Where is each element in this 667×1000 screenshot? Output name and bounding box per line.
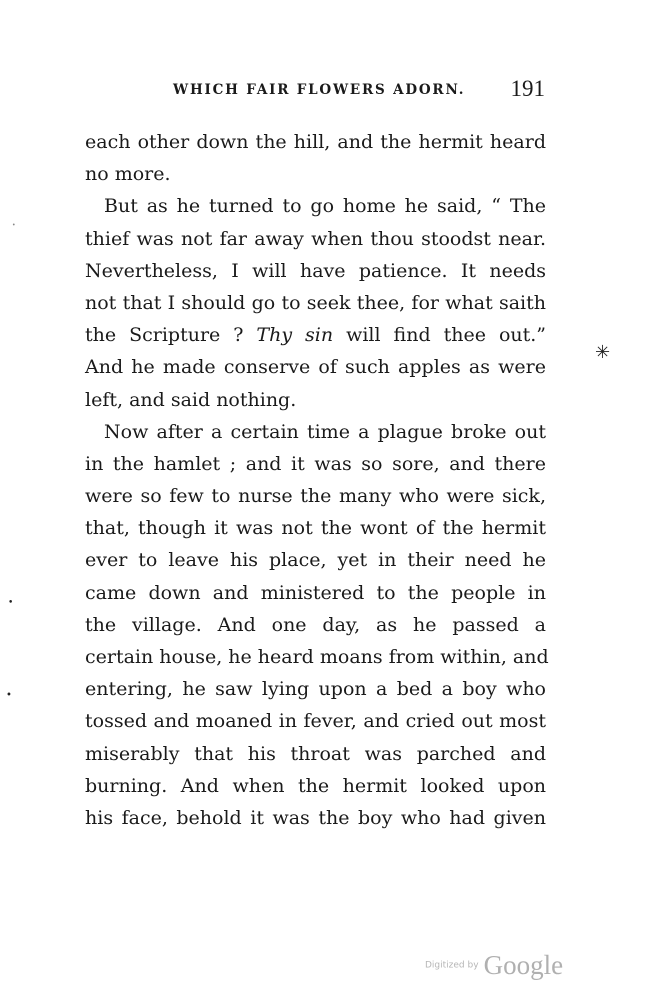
margin-star-icon: ✳ bbox=[595, 342, 611, 363]
text-line: the village. And one day, as he passed a bbox=[85, 613, 546, 636]
text-line: entering, he saw lying upon a bed a boy who bbox=[85, 678, 546, 701]
text-line: came down and ministered to the people in bbox=[85, 581, 546, 604]
text-line: burning. And when the hermit looked upon bbox=[85, 774, 546, 797]
text-line: thief was not far away when thou stoodst near. bbox=[85, 227, 546, 250]
body-text bbox=[85, 126, 549, 834]
text-line: each other down the hill, and the hermit heard bbox=[85, 131, 546, 153]
text-line: that, though it was not the wont of the hermit bbox=[85, 517, 546, 540]
text-line: in the hamlet ; and it was so sore, and there bbox=[85, 452, 546, 475]
text-line: And he made conserve of such apples as were bbox=[85, 356, 546, 379]
google-logo: Google bbox=[483, 950, 564, 980]
running-head bbox=[85, 76, 545, 106]
text-line: no more. bbox=[85, 163, 171, 186]
text-line: Now after a certain time a plague broke out bbox=[104, 420, 546, 443]
text-line: tossed and moaned in fever, and cried out most bbox=[85, 710, 546, 733]
digitized-prefix: Digitized by bbox=[425, 960, 479, 971]
page-number: 191 bbox=[510, 76, 545, 101]
text-line: certain house, he heard moans from within, and bbox=[85, 646, 549, 668]
margin-dot-icon: • bbox=[8, 598, 14, 608]
running-title: WHICH FAIR FLOWERS ADORN. bbox=[173, 82, 466, 98]
text-line bbox=[85, 319, 546, 351]
text-line: left, and said nothing. bbox=[85, 388, 297, 411]
text-line: not that I should go to seek thee, for what saith bbox=[85, 291, 546, 314]
digitized-watermark bbox=[425, 950, 563, 981]
text-line: But as he turned to go home he said, “ The bbox=[104, 195, 546, 218]
text-line: were so few to nurse the many who were sick, bbox=[85, 485, 546, 508]
margin-dot-icon: • bbox=[12, 222, 16, 229]
italic-phrase: Thy sin bbox=[256, 324, 334, 347]
margin-dot-icon: • bbox=[6, 690, 12, 701]
text-fragment: will find thee out.” bbox=[346, 324, 547, 347]
text-line: his face, behold it was the boy who had given bbox=[85, 806, 546, 829]
text-fragment: the Scripture ? bbox=[85, 324, 244, 347]
text-line: ever to leave his place, yet in their need he bbox=[85, 549, 546, 572]
text-line: Nevertheless, I will have patience. It needs bbox=[85, 259, 546, 282]
text-line: miserably that his throat was parched and bbox=[85, 742, 546, 765]
